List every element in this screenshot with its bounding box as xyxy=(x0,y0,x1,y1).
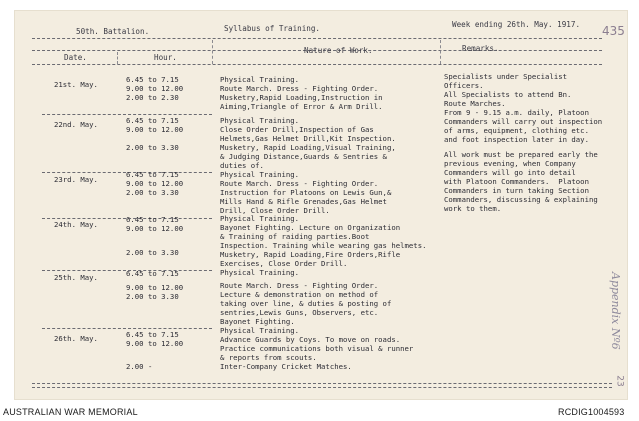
hour-entry: 6.45 to 7.15 xyxy=(126,170,179,179)
work-entry: Physical Training. xyxy=(220,214,300,223)
remark-line: with Platoon Commanders. Platoon xyxy=(444,177,589,186)
hour-entry: 6.45 to 7.15 xyxy=(126,75,179,84)
archive-credit: AUSTRALIAN WAR MEMORIAL xyxy=(3,407,138,417)
remark-line: Route Marches. xyxy=(444,99,506,108)
remark-line: Commanders in turn taking Section xyxy=(444,186,589,195)
work-entry: sentries,Lewis Guns, Observers, etc. xyxy=(220,308,379,317)
work-entry: Close Order Drill,Inspection of Gas xyxy=(220,125,374,134)
work-entry: Bayonet Fighting. xyxy=(220,317,295,326)
work-entry: Physical Training. xyxy=(220,170,300,179)
document-title: Syllabus of Training. xyxy=(224,24,321,33)
header-rule-top xyxy=(32,38,602,39)
hour-entry: 9.00 to 12.00 xyxy=(126,283,184,292)
hour-entry: 2.00 to 3.30 xyxy=(126,188,179,197)
day-date: 23rd. May. xyxy=(54,175,98,184)
work-entry: Mills Hand & Rifle Grenades,Gas Helmet xyxy=(220,197,387,206)
hour-entry: 6.45 to 7.15 xyxy=(126,269,179,278)
hour-entry: 9.00 to 12.00 xyxy=(126,224,184,233)
work-entry: Advance Guards by Coys. To move on roads. xyxy=(220,335,401,344)
work-entry: Helmets,Gas Helmet Drill,Kit Inspection. xyxy=(220,134,396,143)
work-entry: Physical Training. xyxy=(220,75,300,84)
work-entry: Instruction for Platoons on Lewis Gun,& xyxy=(220,188,392,197)
row-divider xyxy=(42,114,212,115)
appendix-margin-note: Appendix Nº6 xyxy=(609,272,622,350)
page-number-stamp: 435 xyxy=(602,24,625,38)
day-date: 22nd. May. xyxy=(54,120,98,129)
hour-entry: 9.00 to 12.00 xyxy=(126,125,184,134)
day-date: 26th. May. xyxy=(54,334,98,343)
remark-line: work to them. xyxy=(444,204,502,213)
column-divider xyxy=(212,40,213,64)
archive-reference: RCDIG1004593 xyxy=(558,407,625,417)
column-header-work: Nature of Work. xyxy=(304,46,373,55)
work-entry: Route March. Dress - Fighting Order. xyxy=(220,84,379,93)
work-entry: Musketry, Rapid Loading,Fire Orders,Rifle xyxy=(220,250,401,259)
remark-line: All work must be prepared early the xyxy=(444,150,598,159)
remark-line: All Specialists to attend Bn. xyxy=(444,90,572,99)
header-rule-bottom xyxy=(32,64,602,65)
work-entry: Lecture & demonstration on method of xyxy=(220,290,379,299)
footer-double-rule xyxy=(32,383,612,388)
hour-entry: 6.45 to 7.15 xyxy=(126,330,179,339)
hour-entry: 2.00 - xyxy=(126,362,153,371)
remark-line: Commanders will carry out inspection xyxy=(444,117,603,126)
column-header-date: Date. xyxy=(64,53,87,62)
work-entry: taking over line, & duties & posting of xyxy=(220,299,392,308)
column-header-hour: Hour. xyxy=(154,53,177,62)
work-entry: Route March. Dress - Fighting Order. xyxy=(220,281,379,290)
row-divider xyxy=(42,328,212,329)
work-entry: Physical Training. xyxy=(220,326,300,335)
work-entry: Bayonet Fighting. Lecture on Organization xyxy=(220,223,401,232)
hour-entry: 2.00 to 2.30 xyxy=(126,93,179,102)
remark-line: previous evening, when Company xyxy=(444,159,576,168)
work-entry: Musketry, Rapid Loading,Visual Training, xyxy=(220,143,396,152)
hour-entry: 2.00 to 3.30 xyxy=(126,143,179,152)
remark-line: Officers. xyxy=(444,81,484,90)
work-entry: & Judging Distance,Guards & Sentries & xyxy=(220,152,387,161)
remark-line: Commanders, discussing & explaining xyxy=(444,195,598,204)
work-entry: Physical Training. xyxy=(220,268,300,277)
work-entry: & reports from scouts. xyxy=(220,353,317,362)
work-entry: Drill, Close Order Drill. xyxy=(220,206,330,215)
hour-entry: 6.45 to 7.15 xyxy=(126,116,179,125)
work-entry: Exercises, Close Order Drill. xyxy=(220,259,348,268)
hour-entry: 6.45 to 7.15 xyxy=(126,215,179,224)
remark-line: of arms, equipment, clothing etc. xyxy=(444,126,589,135)
work-entry: Practice communications both visual & runner xyxy=(220,344,414,353)
document-page xyxy=(14,10,628,400)
work-entry: Inter-Company Cricket Matches. xyxy=(220,362,352,371)
work-entry: Physical Training. xyxy=(220,116,300,125)
side-number: 23 xyxy=(614,375,625,387)
day-date: 24th. May. xyxy=(54,220,98,229)
work-entry: Route March. Dress - Fighting Order. xyxy=(220,179,379,188)
work-entry: Musketry,Rapid Loading,Instruction in xyxy=(220,93,383,102)
column-header-remarks: Remarks. xyxy=(462,44,499,53)
day-date: 25th. May. xyxy=(54,273,98,282)
work-entry: duties of. xyxy=(220,161,264,170)
remark-line: From 9 - 9.15 a.m. daily, Platoon xyxy=(444,108,589,117)
hour-entry: 9.00 to 12.00 xyxy=(126,84,184,93)
hour-entry: 2.00 to 3.30 xyxy=(126,248,179,257)
column-divider xyxy=(117,52,118,64)
hour-entry: 9.00 to 12.00 xyxy=(126,339,184,348)
work-entry: Inspection. Training while wearing gas helmets. xyxy=(220,241,427,250)
day-date: 21st. May. xyxy=(54,80,98,89)
work-entry: Aiming,Triangle of Error & Arm Drill. xyxy=(220,102,383,111)
remark-line: and foot inspection later in day. xyxy=(444,135,589,144)
work-entry: & Training of raiding parties.Boot xyxy=(220,232,370,241)
remark-line: Commanders will go into detail xyxy=(444,168,576,177)
remark-line: Specialists under Specialist xyxy=(444,72,568,81)
column-divider xyxy=(440,40,441,64)
battalion-label: 50th. Battalion. xyxy=(76,27,150,36)
hour-entry: 9.00 to 12.00 xyxy=(126,179,184,188)
hour-entry: 2.00 to 3.30 xyxy=(126,292,179,301)
week-ending-label: Week ending 26th. May. 1917. xyxy=(452,20,581,29)
